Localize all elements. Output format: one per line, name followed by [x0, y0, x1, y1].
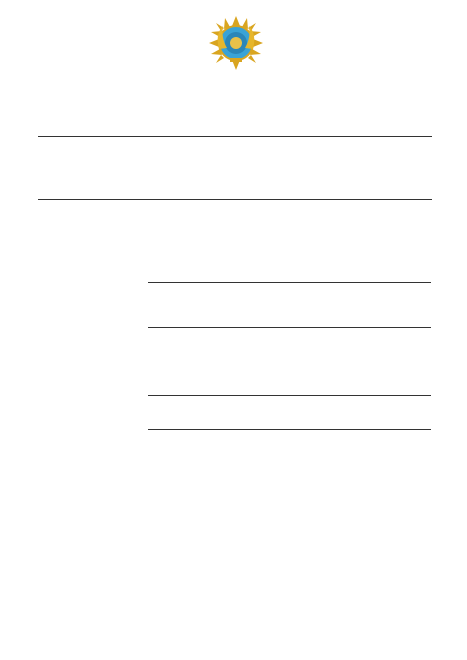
qr-code-row	[0, 547, 467, 647]
conditions-text	[148, 243, 431, 244]
divider	[148, 395, 431, 396]
divider	[148, 327, 431, 328]
kazakhstan-emblem-icon	[207, 14, 265, 72]
divider	[148, 429, 431, 430]
divider	[148, 282, 431, 283]
divider	[38, 199, 432, 200]
divider	[38, 136, 432, 137]
qr-code-icon	[425, 15, 459, 49]
